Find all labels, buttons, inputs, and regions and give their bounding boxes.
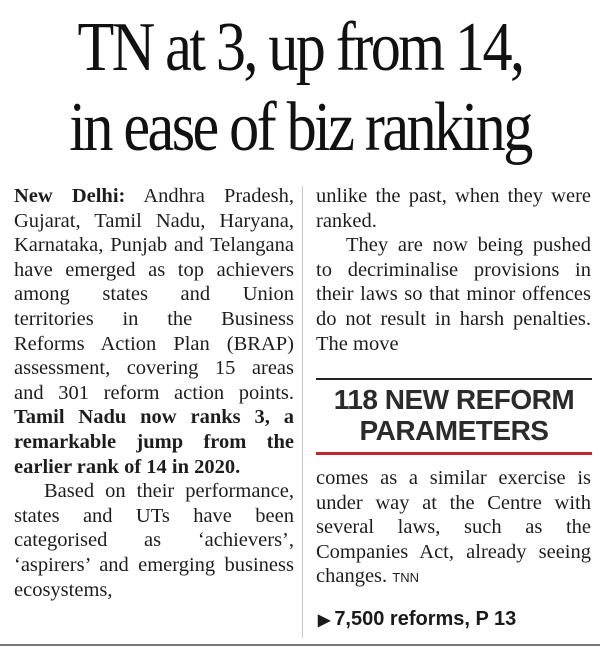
article-paragraph-5 [316, 466, 591, 591]
highlight-box [316, 384, 592, 448]
bottom-rule [0, 644, 600, 646]
highlight-line-1: 118 NEW REFORM [333, 384, 575, 415]
article-paragraph-3: unlike the past, when they were ranked. [316, 185, 591, 232]
paragraph-1-bold: Tamil Nadu now ranks 3, a remarkable jump from the earlier rank of 14 in 2020. [14, 406, 294, 478]
dateline: New Delhi: [14, 185, 126, 207]
article-paragraph-2: Based on their performance, states and UTs have been categorised as ‘achievers’, ‘aspirers’ and emerging business ecosystems, [14, 480, 294, 601]
headline-line-2: in ease of biz ranking [69, 89, 531, 166]
headline-line-1: TN at 3, up from 14, [77, 9, 523, 86]
paragraph-1-text: Andhra Pradesh, Gujarat, Tamil Nadu, Haryana, Karnataka, Punjab and Telangana have emerged as top achievers among states and Union territories in the Business Reforms Action Plan (BRAP) assessment, covering 15 areas and 301 reform action points. [14, 185, 294, 404]
triangle-right-icon: ▶ [318, 612, 331, 629]
article-column-right [316, 184, 591, 356]
highlight-red-rule [316, 452, 592, 455]
article-paragraph-1 [14, 184, 294, 479]
article-paragraph-4: They are now being pushed to decriminalise provisions in their laws so that minor offences do not result in harsh penalties. The move [316, 234, 591, 355]
column-divider [302, 186, 303, 638]
article-column-right-continued [316, 466, 591, 591]
article-column-left [14, 184, 294, 602]
cross-reference[interactable] [318, 608, 516, 631]
highlight-top-rule [316, 378, 592, 380]
highlight-line-2: PARAMETERS [359, 415, 549, 446]
paragraph-5-text: comes as a similar exercise is under way at the Centre with several laws, such as the Companies Act, already seeing changes. [316, 467, 591, 588]
cross-reference-text: 7,500 reforms, P 13 [334, 608, 517, 630]
headline [42, 8, 558, 168]
byline: TNN [392, 570, 419, 586]
